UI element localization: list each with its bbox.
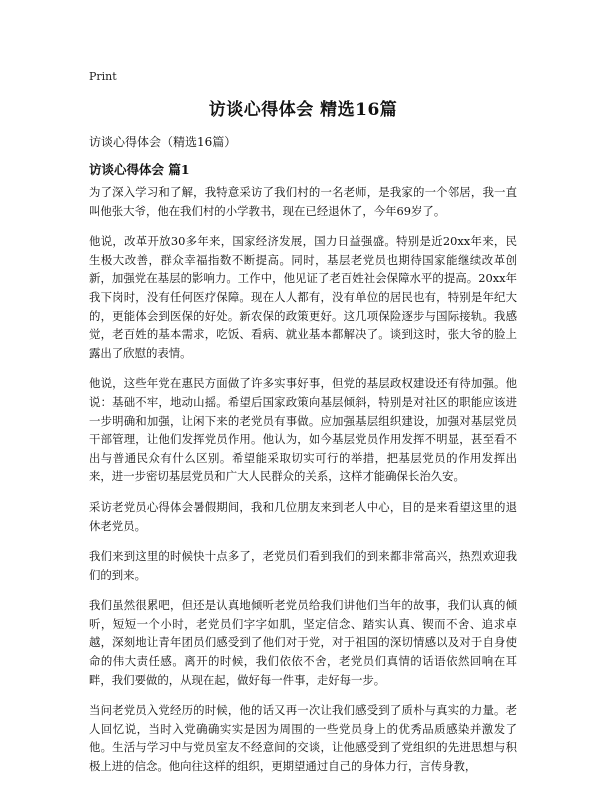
section-heading: 访谈心得体会 篇1 — [89, 162, 190, 177]
paragraph-2: 他说，改革开放30多年来，国家经济发展，国力日益强盛。特别是近20xx年来，民生极大改善，群众幸福指数不断提高。同时，基层老党员也期待国家能继续改革创新，加强党在基层的影响力。工作中，他见证了老百姓社会保障水平的提高。20xx年我下岗时，没有任何医疗保障。现在人人都有，没有单位的居民也有，特别是年纪大的，更能体会到医保的好处。新农保的政策更好。这几项保险逐步与国际接轨。我感觉，老百姓的基本需求，吃饭、看病、就业基本都解决了。谈到这时，张大爷的脸上露出了欣慰的表情。 — [89, 234, 517, 360]
paragraph-4: 采访老党员心得体会暑假期间，我和几位朋友来到老人中心，目的是来看望这里的退休老党员。 — [89, 499, 517, 533]
document-subtitle: 访谈心得体会（精选16篇） — [89, 135, 237, 149]
paragraph-3: 他说，这些年党在惠民方面做了许多实事好事，但党的基层政权建设还有待加强。他说：基础不牢，地动山摇。希望后国家政策向基层倾斜，特别是对社区的职能应该进一步明确和加强，让闲下来的老党员有事做。应加强基层组织建设，加强对基层党员干部管理，让他们发挥党员作用。他认为，如今基层党员作用发挥不明显，甚至看不出与普通民众有什么区别。希望能采取切实可行的举措，把基层党员的作用发挥出来，进一步密切基层党员和广大人民群众的关系，这样才能确保长治久安。 — [89, 376, 517, 484]
paragraph-1: 为了深入学习和了解，我特意采访了我们村的一名老师，是我家的一个邻居，我一直叫他张大爷，他在我们村的小学教书，现在已经退休了，今年69岁了。 — [89, 185, 517, 218]
page-title: 访谈心得体会 精选16篇 — [208, 100, 398, 120]
print-link[interactable]: Print — [89, 70, 117, 83]
paragraph-5: 我们来到这里的时候快十点多了，老党员们看到我们的到来都非常高兴，热烈欢迎我们的到来。 — [89, 549, 517, 582]
paragraph-7: 当问老党员入党经历的时候，他的话又再一次让我们感受到了质朴与真实的力量。老人回忆说，当时入党确确实实是因为周围的一些党员身上的优秀品质感染并激发了他。生活与学习中与党员室友不经意间的交谈，让他感受到了党组织的先进思想与积极上进的信念。他向往这样的组织，更期望通过自己的身体力行，言传身教， — [89, 703, 517, 774]
document-body — [89, 183, 517, 788]
paragraph-6: 我们虽然很累吧，但还是认真地倾听老党员给我们讲他们当年的故事，我们认真的倾听，短短一个小时，老党员们字字如肌，坚定信念、踏实认真、锲而不舍、追求卓越，深刻地让青年团员们感受到了他们对于党，对于祖国的深切情感以及对于自身使命的伟大责任感。离开的时候，我们依依不舍，老党员们真情的话语依然回响在耳畔，我们要做的，从现在起，做好每一件事，走好每一步。 — [89, 598, 517, 687]
